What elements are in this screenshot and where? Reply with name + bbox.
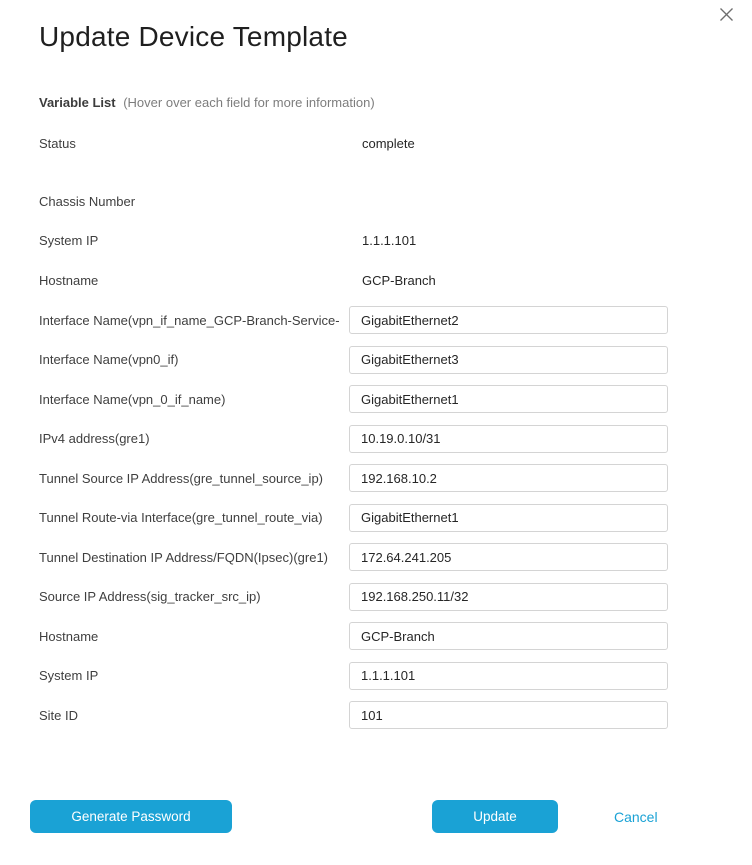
row-hostname-editable (39, 622, 752, 650)
page-title: Update Device Template (39, 21, 348, 52)
field-value: 1.1.1.101 (362, 232, 417, 248)
row-tunnel-destination-ip (39, 543, 752, 571)
interface-name-service-vpn-input[interactable] (349, 306, 668, 334)
tunnel-destination-ip-input[interactable] (349, 543, 668, 571)
editable-variable-rows (0, 306, 752, 729)
static-variable-rows (0, 133, 752, 290)
row-source-ip-address (39, 583, 752, 611)
interface-name-vpn-0-if-name-input[interactable] (349, 385, 668, 413)
hostname-input[interactable] (349, 622, 668, 650)
field-label: System IP (39, 668, 99, 683)
row-tunnel-source-ip (39, 464, 752, 492)
variable-list-title: Variable List (39, 95, 116, 110)
field-label: Tunnel Source IP Address(gre_tunnel_source_ip) (39, 470, 324, 486)
cancel-button[interactable]: Cancel (614, 800, 658, 833)
field-label: Status (39, 135, 76, 151)
site-id-input[interactable] (349, 701, 668, 729)
variable-list-header (0, 53, 752, 110)
field-label: Chassis Number (39, 193, 136, 209)
system-ip-input[interactable] (349, 662, 668, 690)
field-label: Interface Name(vpn_0_if_name) (39, 391, 226, 407)
variable-list-hint: (Hover over each field for more information) (123, 95, 375, 110)
field-label: Source IP Address(sig_tracker_src_ip) (39, 589, 261, 604)
row-interface-name-vpn0-if (39, 346, 752, 374)
interface-name-vpn0-if-input[interactable] (349, 346, 668, 374)
tunnel-source-ip-input[interactable] (349, 464, 668, 492)
row-status (39, 133, 752, 153)
field-label: Hostname (39, 628, 99, 644)
row-interface-name-vpn-0-if-name (39, 385, 752, 413)
row-hostname-static (39, 270, 752, 290)
dialog-footer (0, 800, 752, 833)
field-value: GCP-Branch (362, 272, 436, 288)
close-icon[interactable] (717, 5, 735, 23)
field-label: IPv4 address(gre1) (39, 431, 150, 446)
tunnel-route-via-interface-input[interactable] (349, 504, 668, 532)
row-tunnel-route-via-interface (39, 504, 752, 532)
source-ip-address-input[interactable] (349, 583, 668, 611)
field-label: Hostname (39, 272, 99, 288)
update-button[interactable]: Update (432, 800, 558, 833)
row-chassis-number (39, 191, 752, 211)
field-label: Tunnel Route-via Interface(gre_tunnel_route_via) (39, 510, 323, 525)
field-label: Tunnel Destination IP Address/FQDN(Ipsec)(gre1) (39, 549, 329, 565)
row-ipv4-address-gre1 (39, 425, 752, 453)
field-label: Interface Name(vpn_if_name_GCP-Branch-Service- (39, 312, 340, 328)
field-label: Interface Name(vpn0_if) (39, 352, 179, 367)
row-site-id (39, 701, 752, 729)
generate-password-button[interactable]: Generate Password (30, 800, 232, 833)
field-value: complete (362, 135, 415, 151)
row-interface-name-service-vpn (39, 306, 752, 334)
field-label: Site ID (39, 707, 79, 723)
ipv4-address-gre1-input[interactable] (349, 425, 668, 453)
row-system-ip-static (39, 230, 752, 250)
field-label: System IP (39, 232, 99, 248)
row-system-ip-editable (39, 662, 752, 690)
